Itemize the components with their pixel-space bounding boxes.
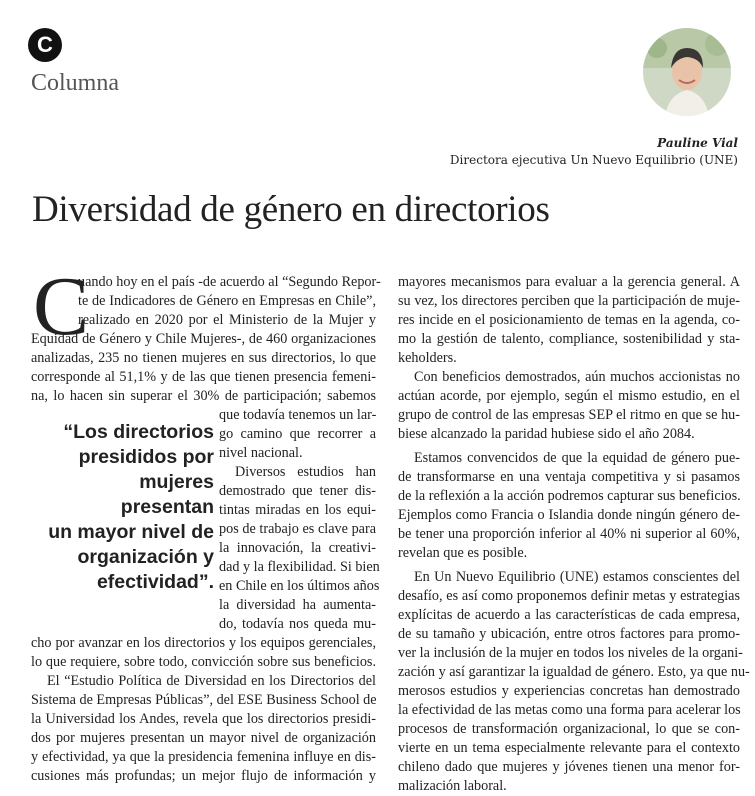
body-line: de la reflexión a la acción podremos capturar sus beneficios. xyxy=(398,488,741,504)
body-line: na, lo hacen sin superar el 30% de participación; sabemos xyxy=(31,388,376,404)
article-title: Diversidad de género en directorios xyxy=(32,189,550,230)
body-line: chileno dado que mujeres y jóvenes tienen una menor for- xyxy=(398,759,740,775)
body-line: keholders. xyxy=(398,350,457,366)
body-line: zación y así garantizar la igualdad de género. Esto, ya que nu- xyxy=(398,664,750,680)
body-line: En Un Nuevo Equilibrio (UNE) estamos conscientes del xyxy=(414,569,740,585)
author-photo xyxy=(643,28,731,116)
pull-quote-line: mujeres presentan xyxy=(120,471,214,518)
body-line: de su tamaño y ubicación, entre otros factores para promo- xyxy=(398,626,740,642)
body-line: Estamos convencidos de que la equidad de género pue- xyxy=(414,450,740,466)
body-line: analizadas, 235 no tienen mujeres en sus directorios, lo que xyxy=(31,350,376,366)
body-line: desafío, es así como proponemos definir metas y estrategias xyxy=(398,588,740,604)
body-line: su vez, los directores perciben que la participación de muje- xyxy=(398,293,740,309)
body-line: explícitas de acuerdo a las características de cada empresa, xyxy=(398,607,740,623)
author-name: Pauline Vial xyxy=(657,136,738,150)
body-line: realizado en 2020 por el Ministerio de la Mujer y xyxy=(78,312,376,328)
body-line: lo que requiere, sobre todo, convicción sobre sus beneficios. xyxy=(31,654,376,670)
body-line: vierte en un tema especialmente relevante para el contexto xyxy=(398,740,740,756)
body-line: do, todavía nos queda mu- xyxy=(219,616,376,632)
body-line: la efectividad de las metas como una forma para acelerar los xyxy=(398,702,741,718)
body-line: la innovación, la creativi- xyxy=(219,540,376,556)
body-line: pos de trabajo es clave para xyxy=(219,521,376,537)
body-line: tintas miradas en los equi- xyxy=(219,502,376,518)
body-line: go camino que recorrer a xyxy=(219,426,376,442)
body-line: El “Estudio Política de Diversidad en los Directorios del xyxy=(47,673,376,689)
body-line: malización laboral. xyxy=(398,778,507,794)
body-line: te de Indicadores de Género en Empresas en Chile”, xyxy=(78,293,376,309)
pull-quote-line: presididos por xyxy=(78,446,214,468)
body-line: Diversos estudios han xyxy=(235,464,376,480)
body-line: que todavía tenemos un lar- xyxy=(219,407,377,423)
body-line: y efectividad, ya que la presidencia femenina influye en dis- xyxy=(31,749,376,765)
author-title: Directora ejecutiva Un Nuevo Equilibrio (UNE) xyxy=(449,153,738,167)
pull-quote-line: un mayor nivel de xyxy=(48,521,214,543)
body-line: grupo de control de las empresas SEP el ritmo en que se hu- xyxy=(398,407,740,423)
body-line: la diversidad ha aumenta- xyxy=(219,597,376,613)
body-line: res incide en el posicionamiento de temas en la agenda, co- xyxy=(398,312,740,328)
body-line: de transformarse en una ventaja competitiva y si pasamos xyxy=(398,469,740,485)
body-line: ver la inclusión de la mujer en todos los niveles de la organi- xyxy=(398,645,743,661)
body-line: cusiones más profundas; un mejor flujo de información y xyxy=(31,768,376,784)
section-badge: C xyxy=(28,28,62,62)
body-line: dad y la flexibilidad. Si bien xyxy=(219,559,380,575)
pull-quote-line: organización y xyxy=(77,546,214,568)
body-line: merosos estudios y experiencias concretas han demostrado xyxy=(398,683,740,699)
body-line: mo la gestión de talento, compliance, sostenibilidad y sta- xyxy=(398,331,740,347)
body-line: Sistema de Empresas Públicas”, del ESE Business School de xyxy=(31,692,377,708)
body-line: actúan acorde, por ejemplo, según el mismo estudio, en el xyxy=(398,388,740,404)
body-line: corresponde al 51,1% y de las que tienen presencia femeni- xyxy=(31,369,376,385)
body-line: be tener una proporción inferior al 40% ni superior al 60%, xyxy=(398,526,740,542)
body-line: demostrado que tener dis- xyxy=(219,483,376,499)
pull-quote-line: “Los directorios xyxy=(63,421,214,443)
pull-quote-line: efectividad”. xyxy=(96,571,214,593)
body-line: Con beneficios demostrados, aún muchos accionistas no xyxy=(414,369,740,385)
body-line: revelan que es posible. xyxy=(398,545,528,561)
body-line: Equidad de Género y Chile Mujeres-, de 460 organizaciones xyxy=(31,331,376,347)
body-line: uando hoy en el país -de acuerdo al “Segundo Repor- xyxy=(78,274,381,290)
section-label: Columna xyxy=(31,70,119,96)
body-line: en Chile en los últimos años xyxy=(219,578,380,594)
body-line: la Universidad los Andes, revela que los directorios presidi- xyxy=(31,711,376,727)
body-line: dos por mujeres presentan un mayor nivel de organización xyxy=(31,730,376,746)
body-line: cho por avanzar en los directorios y los equipos gerenciales, xyxy=(31,635,376,651)
body-line: mayores mecanismos para evaluar a la gerencia general. A xyxy=(398,274,740,290)
pull-quote xyxy=(42,420,214,595)
body-line: biese alcanzado la paridad hubiese sido el año 2084. xyxy=(398,426,695,442)
body-line: procesos de transformación organizacional, lo que se con- xyxy=(398,721,740,737)
drop-cap: C xyxy=(33,260,90,353)
body-line: nivel nacional. xyxy=(219,445,303,461)
author-portrait-image xyxy=(643,28,731,116)
body-line: Ejemplos como Francia o Islandia donde ningún género de- xyxy=(398,507,740,523)
